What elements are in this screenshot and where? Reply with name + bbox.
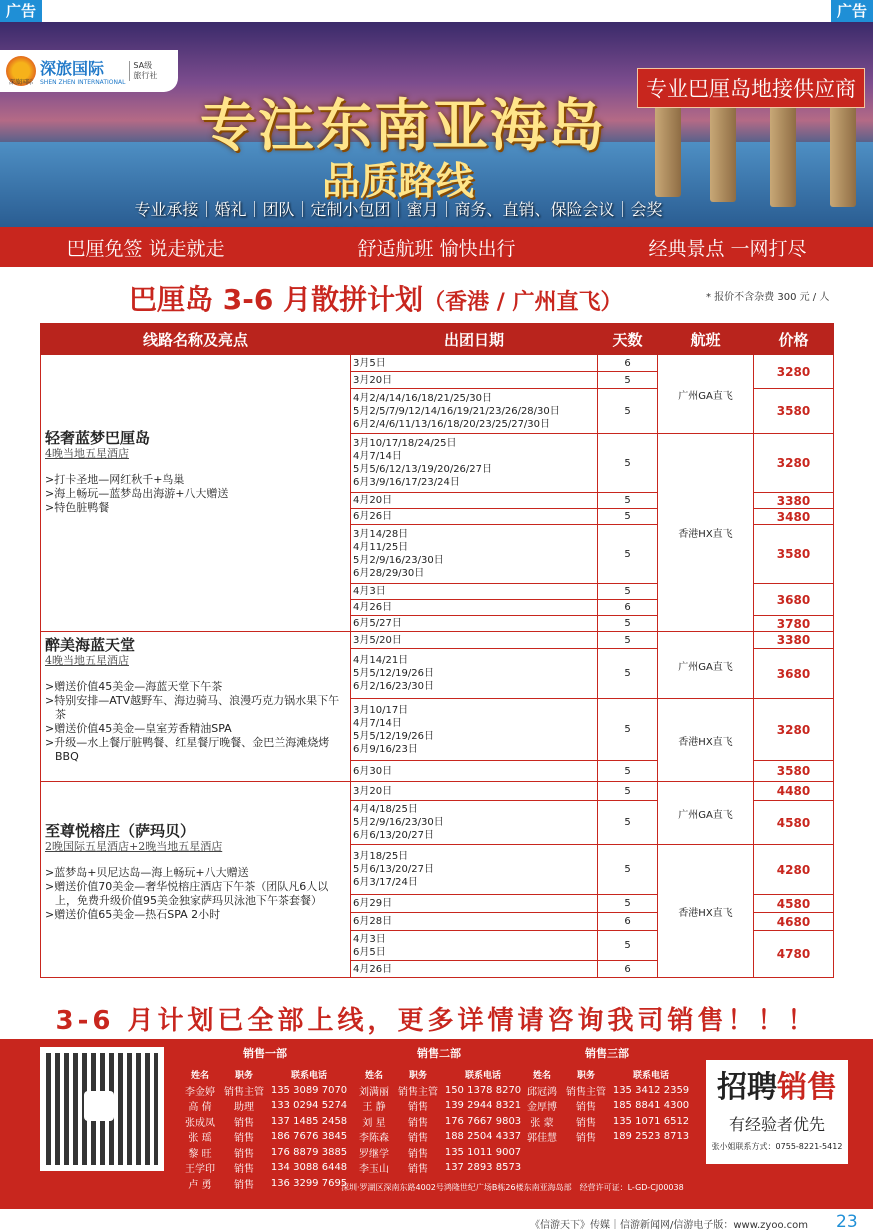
- sales-member-row: [520, 1129, 694, 1145]
- days-cell: 6: [598, 913, 658, 931]
- sales-member-row: [178, 1176, 352, 1192]
- route-cell: [41, 355, 351, 632]
- table-row: [41, 355, 834, 372]
- sales-member-row: [178, 1114, 352, 1130]
- price-cell: 3380: [754, 632, 834, 649]
- member-phone: 135 1011 9007: [444, 1146, 522, 1158]
- team-name: 销售一部: [243, 1047, 287, 1060]
- sales-member-row: [178, 1160, 352, 1176]
- price-cell: 4580: [754, 801, 834, 845]
- days-cell: 5: [598, 931, 658, 961]
- sales-member-row: [352, 1145, 526, 1161]
- route-hotel: 4晚当地五星酒店: [45, 447, 129, 460]
- member-name: 卢 勇: [188, 1179, 212, 1191]
- plan-title-paren: （香港 / 广州直飞）: [423, 290, 623, 315]
- route-hotel: 2晚国际五星酒店+2晚当地五星酒店: [45, 840, 223, 853]
- route-name: 醉美海蓝天堂: [45, 636, 136, 654]
- team-name: 销售三部: [585, 1047, 629, 1060]
- date-cell: 3月20日: [351, 782, 598, 801]
- supplier-badge: 专业巴厘岛地接供应商: [637, 68, 865, 108]
- date-cell: 4月20日: [351, 493, 598, 509]
- hiring-title: 招聘销售: [717, 1070, 837, 1105]
- slogan-3: 经典景点 一网打尽: [648, 237, 807, 260]
- sales-member-row: [520, 1083, 694, 1099]
- member-role: 销售: [408, 1102, 428, 1114]
- member-role: 销售: [408, 1148, 428, 1160]
- route-highlight: >蓝梦岛+贝尼达岛—海上畅玩+八大赠送: [45, 866, 249, 879]
- member-role: 销售: [234, 1164, 254, 1176]
- price-cell: 3480: [754, 509, 834, 525]
- route-name: 轻奢蓝梦巴厘岛: [45, 429, 151, 447]
- price-cell: 3280: [754, 699, 834, 761]
- member-name: 王学印: [185, 1164, 215, 1176]
- price-cell: 3680: [754, 584, 834, 616]
- member-name: 高 倩: [188, 1102, 212, 1114]
- days-cell: 5: [598, 372, 658, 389]
- date-cell: 3月10/17日 4月7/14日 5月5/12/19/26日 6月9/16/23日: [351, 699, 598, 761]
- member-name: 黎 旺: [188, 1148, 212, 1160]
- member-name: 郭佳慧: [527, 1133, 557, 1145]
- sales-team-1: 销售一部 姓名 职务 联系电话 李金婷 销售主管 135 3089 7070 高 倩 助理 133 0294 5274 张成凤 销售 137 1485 2458 张 瑶 销售 186 7676 3845 黎 旺 销售 176 8879 3885 王学印 销售 134 3088 6448 卢 勇 销售 136 3299 7695: [178, 1045, 352, 1191]
- days-cell: 5: [598, 895, 658, 913]
- page-number: 23: [836, 1212, 858, 1230]
- header-flight: 航班: [658, 324, 754, 355]
- page-footer: [0, 1212, 873, 1230]
- table-row: [41, 782, 834, 801]
- price-cell: 3580: [754, 389, 834, 434]
- itinerary-table: [40, 323, 834, 978]
- route-highlight: >特别安排—ATV越野车、海边骑马、浪漫巧克力锅水果下午茶: [45, 694, 340, 721]
- member-role: 销售主管: [566, 1086, 606, 1098]
- date-cell: 3月5/20日: [351, 632, 598, 649]
- ad-label-left: 广告: [0, 0, 42, 22]
- member-phone: 176 8879 3885: [270, 1146, 348, 1158]
- headline: 专注东南亚海岛: [200, 94, 606, 159]
- ad-label-right: 广告: [831, 0, 873, 22]
- member-role: 销售: [234, 1117, 254, 1129]
- member-phone: 133 0294 5274: [270, 1100, 348, 1112]
- date-cell: 4月14/21日 5月5/12/19/26日 6月2/16/23/30日: [351, 649, 598, 699]
- hiring-box: [706, 1060, 848, 1164]
- logo-badge: SA级 旅行社: [129, 61, 157, 81]
- date-cell: 4月3日 6月5日: [351, 931, 598, 961]
- member-role: 销售: [408, 1164, 428, 1176]
- hiring-phone: 张小姐联系方式：0755-8221-5412: [711, 1142, 843, 1151]
- member-name: 罗继学: [359, 1148, 389, 1160]
- route-highlight: >打卡圣地—网红秋千+鸟巢: [45, 473, 185, 486]
- days-cell: 5: [598, 761, 658, 782]
- sales-team-2: 销售二部 姓名 职务 联系电话 刘满丽 销售主管 150 1378 8270 王 静 销售 139 2944 8321 刘 星 销售 176 7667 9803 李陈森 销售 188 2504 4337 罗继学 销售 135 1011 9007 李玉山 销售 137 2893 8573: [352, 1045, 526, 1176]
- days-cell: 5: [598, 699, 658, 761]
- header-price: 价格: [754, 324, 834, 355]
- header-days: 天数: [598, 324, 658, 355]
- services-line: 专业承接｜婚礼｜团队｜定制小包团｜蜜月｜商务、直销、保险会议｜会奖: [134, 200, 663, 219]
- date-cell: 3月18/25日 5月6/13/20/27日 6月3/17/24日: [351, 845, 598, 895]
- member-role: 销售主管: [398, 1086, 438, 1098]
- slogan-2: 舒适航班 愉快出行: [357, 237, 516, 260]
- company-logo: [0, 50, 178, 92]
- pillar-decoration: [830, 97, 856, 207]
- flight-cell: 香港HX直飞: [658, 699, 754, 782]
- member-role: 销售: [576, 1102, 596, 1114]
- sales-footer: [0, 1039, 873, 1209]
- flight-cell: 广州GA直飞: [658, 632, 754, 699]
- member-phone: 135 1071 6512: [612, 1115, 690, 1127]
- route-highlight: >赠送价值70美金—奢华悦榕庄酒店下午茶（团队凡6人以上，免费升级价值95美金独家萨玛贝泳池下午茶套餐）: [45, 880, 329, 907]
- member-role: 助理: [234, 1102, 254, 1114]
- date-cell: 6月26日: [351, 509, 598, 525]
- sales-member-row: [178, 1145, 352, 1161]
- pillar-decoration: [710, 92, 736, 202]
- price-cell: 4280: [754, 845, 834, 895]
- price-cell: 3580: [754, 525, 834, 584]
- publication-line: 《信游天下》传媒｜信游新闻网/信游电子版：www.zyoo.com: [530, 1220, 808, 1230]
- sales-member-row: [352, 1114, 526, 1130]
- logo-name: 深旅国际: [40, 59, 105, 78]
- sales-member-row: [352, 1098, 526, 1114]
- hero-banner: [0, 22, 873, 227]
- slogan-1: 巴厘免签 说走就走: [66, 237, 225, 260]
- flight-cell: 香港HX直飞: [658, 434, 754, 632]
- price-cell: 3780: [754, 616, 834, 632]
- price-cell: 4680: [754, 913, 834, 931]
- sales-member-row: [178, 1129, 352, 1145]
- member-phone: 139 2944 8321: [444, 1100, 522, 1112]
- days-cell: 6: [598, 961, 658, 978]
- route-highlight: >赠送价值65美金—热石SPA 2小时: [45, 908, 221, 921]
- member-name: 刘 星: [362, 1117, 386, 1129]
- flight-cell: 广州GA直飞: [658, 782, 754, 845]
- days-cell: 6: [598, 355, 658, 372]
- sun-logo-icon: 深旅国际: [6, 56, 36, 86]
- member-phone: 134 3088 6448: [270, 1162, 348, 1174]
- member-phone: 136 3299 7695: [270, 1177, 348, 1189]
- days-cell: 5: [598, 632, 658, 649]
- table-row: [41, 632, 834, 649]
- route-hotel: 4晚当地五星酒店: [45, 654, 129, 667]
- date-cell: 3月10/17/18/24/25日 4月7/14日 5月5/6/12/13/19/20/26/27日 6月3/9/16/17/23/24日: [351, 434, 598, 493]
- days-cell: 5: [598, 649, 658, 699]
- date-cell: 4月26日: [351, 600, 598, 616]
- date-cell: 4月3日: [351, 584, 598, 600]
- date-cell: 3月20日: [351, 372, 598, 389]
- price-cell: 3680: [754, 649, 834, 699]
- days-cell: 5: [598, 493, 658, 509]
- call-to-action: 3-6 月计划已全部上线，更多详情请咨询我司销售！！！: [55, 1006, 818, 1036]
- days-cell: 5: [598, 616, 658, 632]
- flight-cell: 广州GA直飞: [658, 355, 754, 434]
- member-role: 销售: [408, 1117, 428, 1129]
- sales-member-row: [520, 1098, 694, 1114]
- member-name: 刘满丽: [359, 1086, 389, 1098]
- member-role: 销售主管: [224, 1086, 264, 1098]
- table-header-row: [41, 324, 834, 355]
- route-highlight: >特色脏鸭餐: [45, 501, 110, 514]
- member-role: 销售: [408, 1133, 428, 1145]
- member-name: 李金婷: [185, 1086, 215, 1098]
- member-phone: 189 2523 8713: [612, 1131, 690, 1143]
- date-cell: 3月14/28日 4月11/25日 5月2/9/16/23/30日 6月28/29/30日: [351, 525, 598, 584]
- member-phone: 150 1378 8270: [444, 1084, 522, 1096]
- days-cell: 5: [598, 782, 658, 801]
- member-name: 李玉山: [359, 1164, 389, 1176]
- member-phone: 135 3412 2359: [612, 1084, 690, 1096]
- days-cell: 5: [598, 389, 658, 434]
- days-cell: 5: [598, 525, 658, 584]
- date-cell: 4月4/18/25日 5月2/9/16/23/30日 6月6/13/20/27日: [351, 801, 598, 845]
- price-cell: 3380: [754, 493, 834, 509]
- price-cell: 3280: [754, 355, 834, 389]
- sales-member-row: [352, 1160, 526, 1176]
- member-name: 张成凤: [185, 1117, 215, 1129]
- days-cell: 5: [598, 509, 658, 525]
- member-phone: 137 1485 2458: [270, 1115, 348, 1127]
- route-highlight: >赠送价值45美金—海蓝天堂下午茶: [45, 680, 223, 693]
- member-name: 张 蒙: [530, 1117, 554, 1129]
- price-cell: 4580: [754, 895, 834, 913]
- date-cell: 4月26日: [351, 961, 598, 978]
- sales-team-3: 销售三部 姓名 职务 联系电话 邱冠鸿 销售主管 135 3412 2359 金厚博 销售 185 8841 4300 张 蒙 销售 135 1071 6512 郭佳慧 销售 189 2523 8713: [520, 1045, 694, 1145]
- date-cell: 4月2/4/14/16/18/21/25/30日 5月2/5/7/9/12/14/16/19/21/23/26/28/30日 6月2/4/6/11/13/16/18/20/23/25/27/30日: [351, 389, 598, 434]
- sales-member-row: [520, 1114, 694, 1130]
- member-phone: 137 2893 8573: [444, 1162, 522, 1174]
- days-cell: 5: [598, 845, 658, 895]
- header-date: 出团日期: [351, 324, 598, 355]
- member-name: 李陈森: [359, 1133, 389, 1145]
- date-cell: 6月29日: [351, 895, 598, 913]
- sales-member-row: [178, 1098, 352, 1114]
- days-cell: 5: [598, 434, 658, 493]
- route-highlight: >海上畅玩—蓝梦岛出海游+八大赠送: [45, 487, 229, 500]
- date-cell: 3月5日: [351, 355, 598, 372]
- sales-member-row: [352, 1129, 526, 1145]
- member-role: 销售: [234, 1148, 254, 1160]
- days-cell: 6: [598, 600, 658, 616]
- days-cell: 5: [598, 584, 658, 600]
- member-phone: 188 2504 4337: [444, 1131, 522, 1143]
- logo-subtitle: SHEN ZHEN INTERNATIONAL: [40, 79, 126, 86]
- date-cell: 6月30日: [351, 761, 598, 782]
- price-cell: 3580: [754, 761, 834, 782]
- qr-code-icon: [40, 1047, 164, 1171]
- header-route: 线路名称及亮点: [41, 324, 351, 355]
- price-cell: 4480: [754, 782, 834, 801]
- plan-title: 巴厘岛 3-6 月散拼计划（香港 / 广州直飞）: [129, 283, 623, 316]
- member-name: 张 瑶: [188, 1133, 212, 1145]
- route-cell: [41, 632, 351, 782]
- date-cell: 6月28日: [351, 913, 598, 931]
- sales-member-row: [178, 1083, 352, 1099]
- member-phone: 135 3089 7070: [270, 1084, 348, 1096]
- price-note: * 报价不含杂费 300 元 / 人: [706, 292, 830, 303]
- company-address: 深圳·罗湖区深南东路4002号鸿隆世纪广场B栋26楼东南亚海岛部 经营许可证：L-GD-CJ00038: [341, 1183, 684, 1192]
- route-highlight: >升级—水上餐厅脏鸭餐、红星餐厅晚餐、金巴兰海滩烧烤BBQ: [45, 736, 330, 763]
- member-phone: 176 7667 9803: [444, 1115, 522, 1127]
- member-role: 销售: [576, 1117, 596, 1129]
- price-cell: 3280: [754, 434, 834, 493]
- member-name: 金厚博: [527, 1102, 557, 1114]
- flight-cell: 香港HX直飞: [658, 845, 754, 978]
- member-name: 王 静: [362, 1102, 386, 1114]
- subheadline: 品质路线: [322, 159, 475, 203]
- sales-member-row: [352, 1083, 526, 1099]
- member-phone: 186 7676 3845: [270, 1131, 348, 1143]
- route-name: 至尊悦榕庄（萨玛贝）: [45, 822, 196, 840]
- member-role: 销售: [234, 1133, 254, 1145]
- member-role: 销售: [576, 1133, 596, 1145]
- route-highlight: >赠送价值45美金—皇室芳香精油SPA: [45, 722, 232, 735]
- hiring-subtitle: 有经验者优先: [728, 1115, 825, 1134]
- date-cell: 6月5/27日: [351, 616, 598, 632]
- route-cell: [41, 782, 351, 978]
- price-cell: 4780: [754, 931, 834, 978]
- team-name: 销售二部: [417, 1047, 461, 1060]
- member-role: 销售: [234, 1179, 254, 1191]
- member-name: 邱冠鸿: [527, 1086, 557, 1098]
- days-cell: 5: [598, 801, 658, 845]
- member-phone: 185 8841 4300: [612, 1100, 690, 1112]
- slogan-bar: [0, 227, 873, 267]
